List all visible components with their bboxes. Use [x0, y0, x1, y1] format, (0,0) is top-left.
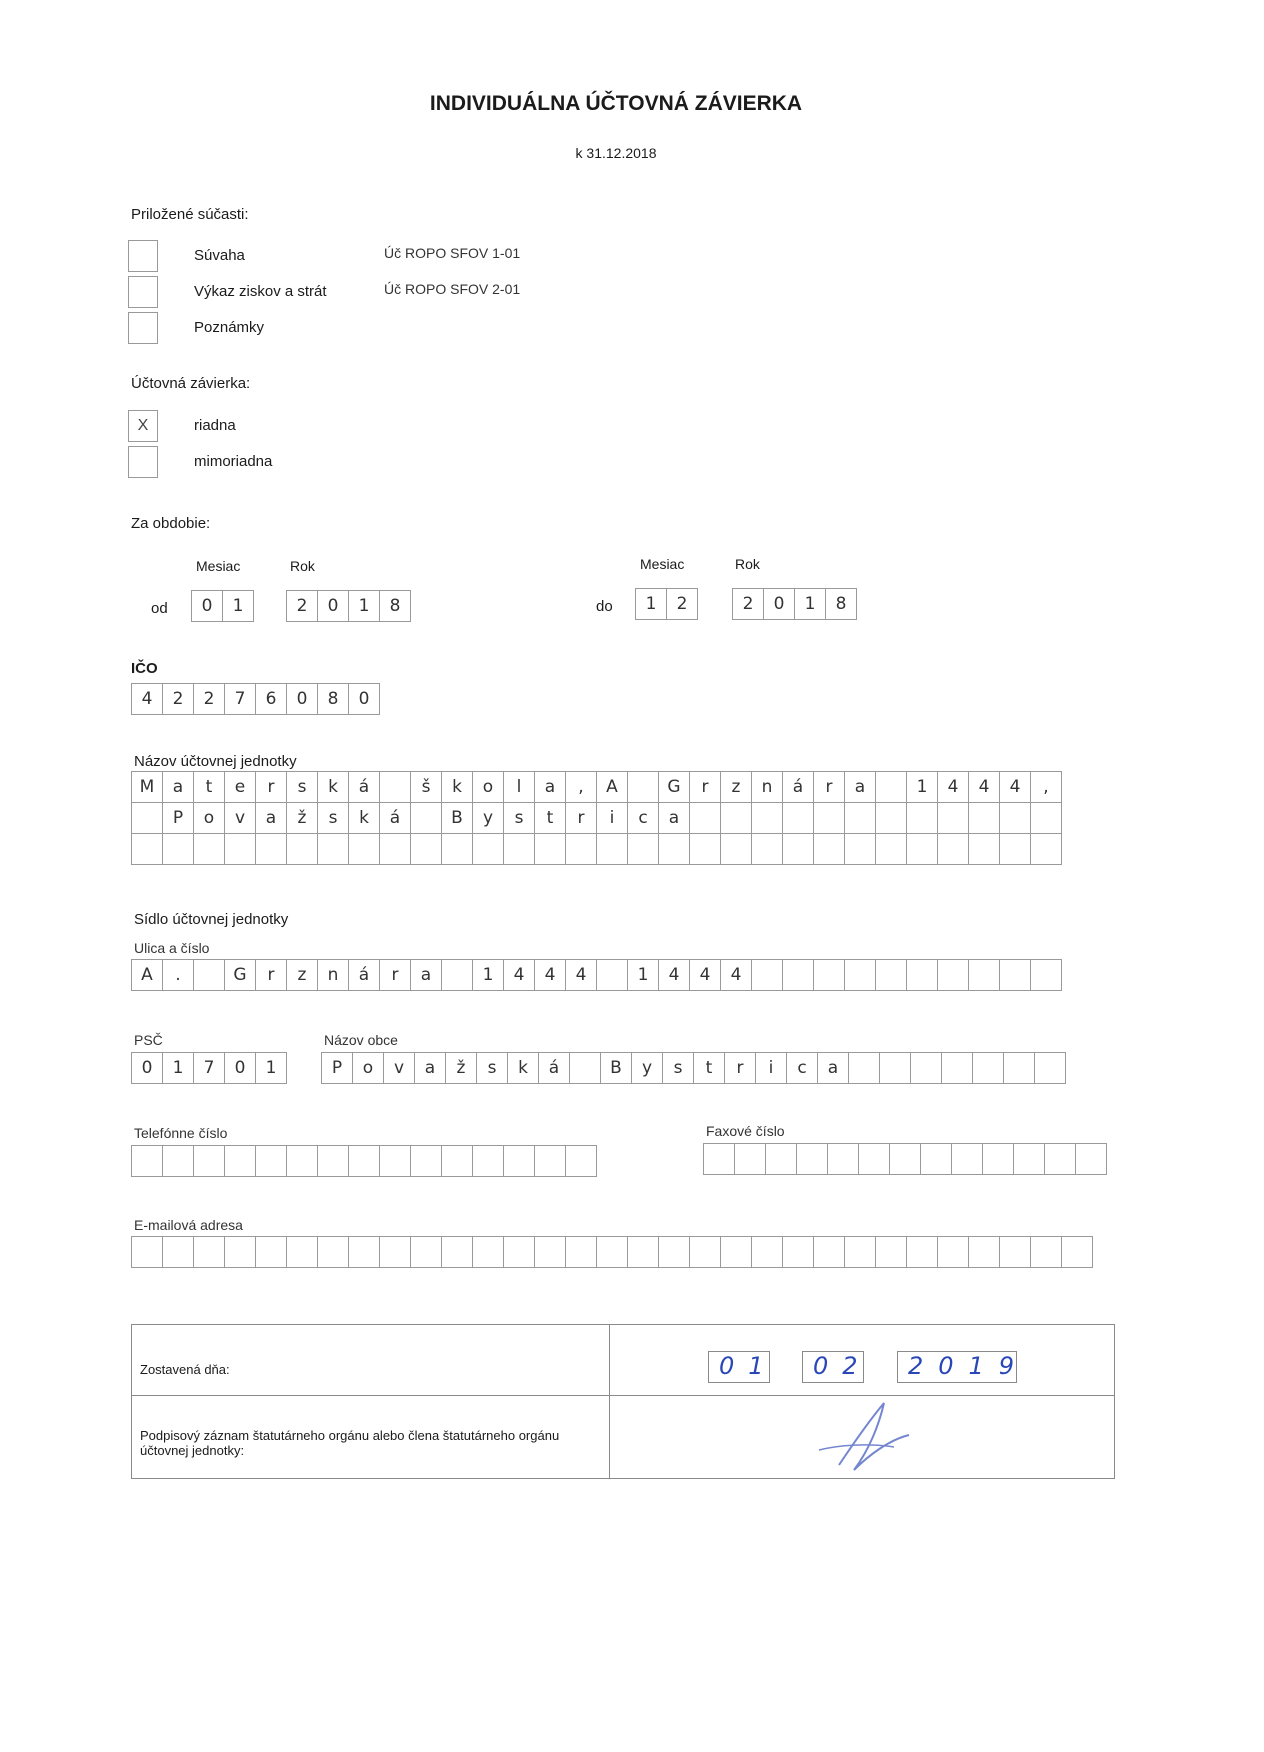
char-box[interactable] — [937, 834, 969, 865]
closing-checkbox[interactable]: X — [128, 410, 158, 442]
char-box[interactable]: t — [193, 771, 225, 803]
char-box[interactable] — [813, 1236, 845, 1268]
char-box[interactable]: a — [817, 1052, 849, 1084]
char-box[interactable] — [813, 959, 845, 991]
char-box[interactable]: n — [751, 771, 783, 803]
char-box[interactable] — [1030, 1236, 1062, 1268]
char-box[interactable]: 2 — [162, 683, 194, 715]
char-box[interactable] — [689, 1236, 721, 1268]
char-box[interactable] — [937, 1236, 969, 1268]
char-box[interactable] — [937, 803, 969, 834]
char-box[interactable]: , — [1030, 771, 1062, 803]
char-box[interactable] — [844, 834, 876, 865]
char-box[interactable]: 1 — [472, 959, 504, 991]
char-box[interactable] — [765, 1143, 797, 1175]
char-box[interactable]: 4 — [720, 959, 752, 991]
char-box[interactable] — [751, 1236, 783, 1268]
char-box[interactable] — [906, 803, 938, 834]
char-box[interactable]: r — [724, 1052, 756, 1084]
char-box[interactable]: k — [441, 771, 473, 803]
char-box[interactable] — [968, 803, 1000, 834]
char-box[interactable] — [596, 834, 628, 865]
closing-checkbox[interactable] — [128, 446, 158, 478]
closing-label: mimoriadna — [194, 453, 273, 470]
char-box[interactable]: š — [410, 771, 442, 803]
char-box[interactable] — [875, 771, 907, 803]
char-box[interactable]: 2 — [732, 588, 764, 620]
seat-heading: Sídlo účtovnej jednotky — [134, 911, 289, 928]
char-box[interactable]: 1 — [222, 590, 254, 622]
char-box[interactable] — [162, 1145, 194, 1177]
street-label: Ulica a číslo — [134, 940, 210, 956]
char-box[interactable] — [972, 1052, 1004, 1084]
char-box[interactable]: 4 — [658, 959, 690, 991]
char-box[interactable] — [224, 1145, 256, 1177]
char-box[interactable] — [658, 1236, 690, 1268]
char-box[interactable] — [910, 1052, 942, 1084]
char-box[interactable] — [844, 1236, 876, 1268]
char-box[interactable]: 6 — [255, 683, 287, 715]
char-box[interactable]: t — [693, 1052, 725, 1084]
char-box[interactable] — [796, 1143, 828, 1175]
char-box[interactable]: ž — [286, 803, 318, 834]
char-box[interactable] — [286, 834, 318, 865]
char-box[interactable] — [1030, 959, 1062, 991]
char-box[interactable]: a — [844, 771, 876, 803]
char-box[interactable] — [1061, 1236, 1093, 1268]
char-box[interactable] — [751, 959, 783, 991]
char-box[interactable]: 4 — [937, 771, 969, 803]
char-box[interactable]: z — [720, 771, 752, 803]
char-box[interactable]: , — [565, 771, 597, 803]
from-label: od — [151, 600, 168, 617]
char-box[interactable] — [534, 834, 566, 865]
year-box — [897, 1351, 1030, 1383]
char-box[interactable] — [782, 1236, 814, 1268]
char-box[interactable]: 0 — [348, 683, 380, 715]
char-box[interactable]: M — [131, 771, 163, 803]
attachment-checkbox[interactable] — [128, 312, 158, 344]
char-box[interactable] — [782, 803, 814, 834]
fax-label: Faxové číslo — [706, 1123, 785, 1139]
char-box[interactable]: v — [224, 803, 256, 834]
char-box[interactable] — [999, 1236, 1031, 1268]
char-box[interactable] — [751, 834, 783, 865]
char-box[interactable]: . — [162, 959, 194, 991]
char-box[interactable] — [224, 1236, 256, 1268]
form-date: k 31.12.2018 — [575, 145, 657, 161]
to-month-label: Mesiac — [640, 556, 685, 572]
char-box[interactable] — [162, 834, 194, 865]
char-box[interactable] — [472, 1236, 504, 1268]
char-box[interactable]: 8 — [825, 588, 857, 620]
char-box[interactable] — [968, 1236, 1000, 1268]
email-label: E-mailová adresa — [134, 1217, 243, 1233]
char-box[interactable] — [193, 959, 225, 991]
char-box[interactable]: y — [472, 803, 504, 834]
char-box[interactable] — [1013, 1143, 1045, 1175]
char-box[interactable]: 0 — [286, 683, 318, 715]
char-box[interactable] — [410, 803, 442, 834]
char-box[interactable]: s — [662, 1052, 694, 1084]
char-box[interactable]: 1 — [906, 771, 938, 803]
char-box[interactable]: 0 — [191, 590, 223, 622]
phone-boxes — [131, 1145, 597, 1177]
char-box[interactable] — [410, 834, 442, 865]
char-box[interactable]: B — [600, 1052, 632, 1084]
char-box[interactable]: e — [224, 771, 256, 803]
compiled-label: Zostavená dňa: — [140, 1362, 230, 1377]
char-box[interactable]: v — [383, 1052, 415, 1084]
char-box[interactable] — [848, 1052, 880, 1084]
char-box[interactable] — [503, 1145, 535, 1177]
char-box[interactable]: i — [755, 1052, 787, 1084]
char-box[interactable] — [317, 1145, 349, 1177]
char-box[interactable] — [879, 1052, 911, 1084]
char-box[interactable]: 4 — [968, 771, 1000, 803]
char-box[interactable] — [689, 803, 721, 834]
char-box[interactable] — [255, 1236, 287, 1268]
char-box[interactable] — [1030, 834, 1062, 865]
char-box[interactable] — [999, 959, 1031, 991]
char-box[interactable]: a — [410, 959, 442, 991]
char-box[interactable]: á — [538, 1052, 570, 1084]
char-box[interactable] — [1030, 803, 1062, 834]
char-box[interactable]: z — [286, 959, 318, 991]
ico-label: IČO — [131, 660, 158, 677]
char-box[interactable]: 0 — [317, 590, 349, 622]
char-box[interactable] — [827, 1143, 859, 1175]
psc-label: PSČ — [134, 1032, 163, 1048]
char-box[interactable] — [937, 959, 969, 991]
char-box[interactable]: P — [162, 803, 194, 834]
char-box[interactable] — [627, 834, 659, 865]
char-box[interactable] — [813, 803, 845, 834]
stamp-image — [799, 1395, 989, 1480]
char-box[interactable]: 7 — [224, 683, 256, 715]
entity-name-row — [131, 834, 1062, 865]
char-box[interactable]: 1 — [162, 1052, 194, 1084]
attachment-checkbox[interactable] — [128, 240, 158, 272]
char-box[interactable] — [782, 959, 814, 991]
char-box[interactable] — [596, 959, 628, 991]
attachment-code: Úč ROPO SFOV 2-01 — [384, 281, 521, 297]
char-box[interactable] — [569, 1052, 601, 1084]
char-box[interactable] — [1044, 1143, 1076, 1175]
char-box[interactable] — [906, 834, 938, 865]
char-box[interactable] — [813, 834, 845, 865]
char-box[interactable] — [875, 959, 907, 991]
char-box[interactable]: á — [348, 959, 380, 991]
char-box[interactable] — [503, 834, 535, 865]
signature-scribble — [799, 1395, 989, 1480]
char-box[interactable] — [906, 1236, 938, 1268]
char-box[interactable]: s — [476, 1052, 508, 1084]
char-box[interactable] — [441, 959, 473, 991]
city-label: Názov obce — [324, 1032, 398, 1048]
char-box[interactable]: c — [786, 1052, 818, 1084]
char-box[interactable] — [1003, 1052, 1035, 1084]
from-year-label: Rok — [290, 558, 315, 574]
char-box[interactable]: á — [379, 803, 411, 834]
ico-boxes — [131, 683, 380, 715]
char-box[interactable]: a — [658, 803, 690, 834]
char-box[interactable] — [875, 834, 907, 865]
entity-name-label: Názov účtovnej jednotky — [134, 753, 297, 770]
char-box[interactable]: 1 — [627, 959, 659, 991]
entity-name-row — [131, 803, 1062, 834]
char-box[interactable]: A — [131, 959, 163, 991]
char-box[interactable] — [131, 1145, 163, 1177]
char-box[interactable] — [889, 1143, 921, 1175]
city-boxes — [321, 1052, 1066, 1084]
char-box[interactable]: 8 — [317, 683, 349, 715]
char-box[interactable] — [858, 1143, 890, 1175]
char-box[interactable] — [379, 834, 411, 865]
char-box[interactable] — [999, 803, 1031, 834]
from-month-label: Mesiac — [196, 558, 241, 574]
char-box[interactable] — [875, 1236, 907, 1268]
char-box[interactable]: a — [255, 803, 287, 834]
char-box[interactable]: 0 — [224, 1052, 256, 1084]
char-box[interactable]: 2 — [666, 588, 698, 620]
char-box[interactable]: k — [348, 803, 380, 834]
char-box[interactable]: 2 — [193, 683, 225, 715]
day-box — [708, 1351, 778, 1383]
signature-table — [131, 1324, 1115, 1479]
char-box[interactable] — [1034, 1052, 1066, 1084]
char-box[interactable]: 4 — [689, 959, 721, 991]
char-box[interactable] — [534, 1236, 566, 1268]
char-box[interactable]: n — [317, 959, 349, 991]
char-box[interactable] — [224, 834, 256, 865]
char-box[interactable] — [193, 1145, 225, 1177]
char-box[interactable]: 4 — [534, 959, 566, 991]
char-box[interactable]: y — [631, 1052, 663, 1084]
fax-boxes — [703, 1143, 1107, 1175]
char-box[interactable] — [317, 834, 349, 865]
char-box[interactable] — [565, 1145, 597, 1177]
char-box[interactable]: r — [689, 771, 721, 803]
to-year-boxes — [732, 588, 857, 620]
char-box[interactable] — [982, 1143, 1014, 1175]
char-box[interactable] — [255, 834, 287, 865]
char-box[interactable]: 7 — [193, 1052, 225, 1084]
char-box[interactable] — [441, 1236, 473, 1268]
char-box[interactable] — [875, 803, 907, 834]
closing-label: riadna — [194, 417, 236, 434]
char-box[interactable] — [410, 1145, 442, 1177]
char-box[interactable]: 1 — [794, 588, 826, 620]
char-box[interactable]: r — [255, 771, 287, 803]
char-box[interactable] — [503, 1236, 535, 1268]
char-box[interactable]: A — [596, 771, 628, 803]
from-month-boxes — [191, 590, 254, 622]
char-box[interactable]: k — [317, 771, 349, 803]
char-box[interactable]: r — [379, 959, 411, 991]
char-box[interactable] — [348, 834, 380, 865]
char-box[interactable] — [565, 1236, 597, 1268]
char-box[interactable] — [255, 1145, 287, 1177]
char-box[interactable]: 0 — [131, 1052, 163, 1084]
char-box[interactable]: 4 — [565, 959, 597, 991]
char-box[interactable] — [941, 1052, 973, 1084]
char-box[interactable] — [720, 803, 752, 834]
char-box[interactable] — [441, 1145, 473, 1177]
char-box[interactable] — [689, 834, 721, 865]
char-box[interactable] — [348, 1145, 380, 1177]
table-divider — [609, 1325, 610, 1478]
email-boxes — [131, 1236, 1093, 1268]
attachment-checkbox[interactable] — [128, 276, 158, 308]
char-box[interactable]: s — [317, 803, 349, 834]
char-box[interactable] — [379, 1236, 411, 1268]
char-box[interactable] — [379, 771, 411, 803]
street-boxes — [131, 959, 1062, 991]
char-box[interactable]: B — [441, 803, 473, 834]
char-box[interactable]: l — [503, 771, 535, 803]
char-box[interactable]: 2 — [286, 590, 318, 622]
from-year-boxes — [286, 590, 411, 622]
entity-name-grid — [131, 771, 1062, 865]
char-box[interactable] — [968, 959, 1000, 991]
char-box[interactable]: G — [224, 959, 256, 991]
char-box[interactable]: k — [507, 1052, 539, 1084]
char-box[interactable]: r — [565, 803, 597, 834]
form-title: INDIVIDUÁLNA ÚČTOVNÁ ZÁVIERKA — [429, 92, 803, 115]
char-box[interactable] — [844, 803, 876, 834]
char-box[interactable] — [286, 1145, 318, 1177]
char-box[interactable] — [565, 834, 597, 865]
char-box[interactable] — [751, 803, 783, 834]
char-box[interactable] — [627, 1236, 659, 1268]
phone-label: Telefónne číslo — [134, 1125, 228, 1141]
char-box[interactable] — [782, 834, 814, 865]
char-box[interactable] — [658, 834, 690, 865]
entity-name-row — [131, 771, 1062, 803]
char-box[interactable] — [734, 1143, 766, 1175]
char-box[interactable] — [472, 834, 504, 865]
char-box[interactable] — [534, 1145, 566, 1177]
char-box[interactable]: á — [782, 771, 814, 803]
char-box[interactable] — [720, 1236, 752, 1268]
char-box[interactable]: 1 — [255, 1052, 287, 1084]
psc-boxes — [131, 1052, 287, 1084]
char-box[interactable]: r — [813, 771, 845, 803]
char-box[interactable]: c — [627, 803, 659, 834]
char-box[interactable] — [596, 1236, 628, 1268]
char-box[interactable]: G — [658, 771, 690, 803]
to-month-boxes — [635, 588, 698, 620]
char-box[interactable]: a — [534, 771, 566, 803]
char-box[interactable] — [410, 1236, 442, 1268]
attachment-label: Výkaz ziskov a strát — [194, 283, 327, 300]
char-box[interactable] — [703, 1143, 735, 1175]
to-label: do — [596, 598, 613, 615]
char-box[interactable] — [317, 1236, 349, 1268]
char-box[interactable]: s — [286, 771, 318, 803]
char-box[interactable]: 1 — [348, 590, 380, 622]
closing-heading: Účtovná závierka: — [131, 375, 251, 392]
attachments-heading: Priložené súčasti: — [131, 206, 249, 223]
year-value: 2019 — [908, 1352, 1030, 1380]
attachment-label: Súvaha — [194, 247, 245, 264]
char-box[interactable]: o — [193, 803, 225, 834]
char-box[interactable]: 4 — [999, 771, 1031, 803]
char-box[interactable] — [348, 1236, 380, 1268]
char-box[interactable]: ž — [445, 1052, 477, 1084]
char-box[interactable]: P — [321, 1052, 353, 1084]
char-box[interactable] — [131, 834, 163, 865]
char-box[interactable] — [1075, 1143, 1107, 1175]
char-box[interactable]: 0 — [763, 588, 795, 620]
char-box[interactable]: t — [534, 803, 566, 834]
char-box[interactable] — [906, 959, 938, 991]
char-box[interactable]: r — [255, 959, 287, 991]
char-box[interactable]: o — [472, 771, 504, 803]
char-box[interactable] — [441, 834, 473, 865]
char-box[interactable] — [920, 1143, 952, 1175]
char-box[interactable] — [844, 959, 876, 991]
char-box[interactable]: 4 — [503, 959, 535, 991]
attachment-code: Úč ROPO SFOV 1-01 — [384, 245, 521, 261]
char-box[interactable]: a — [414, 1052, 446, 1084]
char-box[interactable]: 1 — [635, 588, 667, 620]
char-box[interactable]: a — [162, 771, 194, 803]
period-heading: Za obdobie: — [131, 515, 211, 532]
char-box[interactable] — [627, 771, 659, 803]
char-box[interactable]: i — [596, 803, 628, 834]
char-box[interactable] — [131, 803, 163, 834]
day-value: 01 — [719, 1352, 778, 1380]
char-box[interactable]: 8 — [379, 590, 411, 622]
char-box[interactable] — [193, 1236, 225, 1268]
sign-label: Podpisový záznam štatutárneho orgánu alebo člena štatutárneho orgánu účtovnej jednotky: — [140, 1428, 560, 1458]
char-box[interactable]: o — [352, 1052, 384, 1084]
char-box[interactable] — [472, 1145, 504, 1177]
char-box[interactable] — [162, 1236, 194, 1268]
char-box[interactable] — [131, 1236, 163, 1268]
char-box[interactable] — [193, 834, 225, 865]
char-box[interactable]: s — [503, 803, 535, 834]
char-box[interactable]: 4 — [131, 683, 163, 715]
char-box[interactable] — [999, 834, 1031, 865]
month-box — [802, 1351, 872, 1383]
month-value: 02 — [813, 1352, 872, 1380]
char-box[interactable] — [968, 834, 1000, 865]
attachment-label: Poznámky — [194, 319, 265, 336]
char-box[interactable] — [286, 1236, 318, 1268]
char-box[interactable] — [379, 1145, 411, 1177]
char-box[interactable] — [720, 834, 752, 865]
char-box[interactable] — [951, 1143, 983, 1175]
char-box[interactable]: á — [348, 771, 380, 803]
to-year-label: Rok — [735, 556, 760, 572]
